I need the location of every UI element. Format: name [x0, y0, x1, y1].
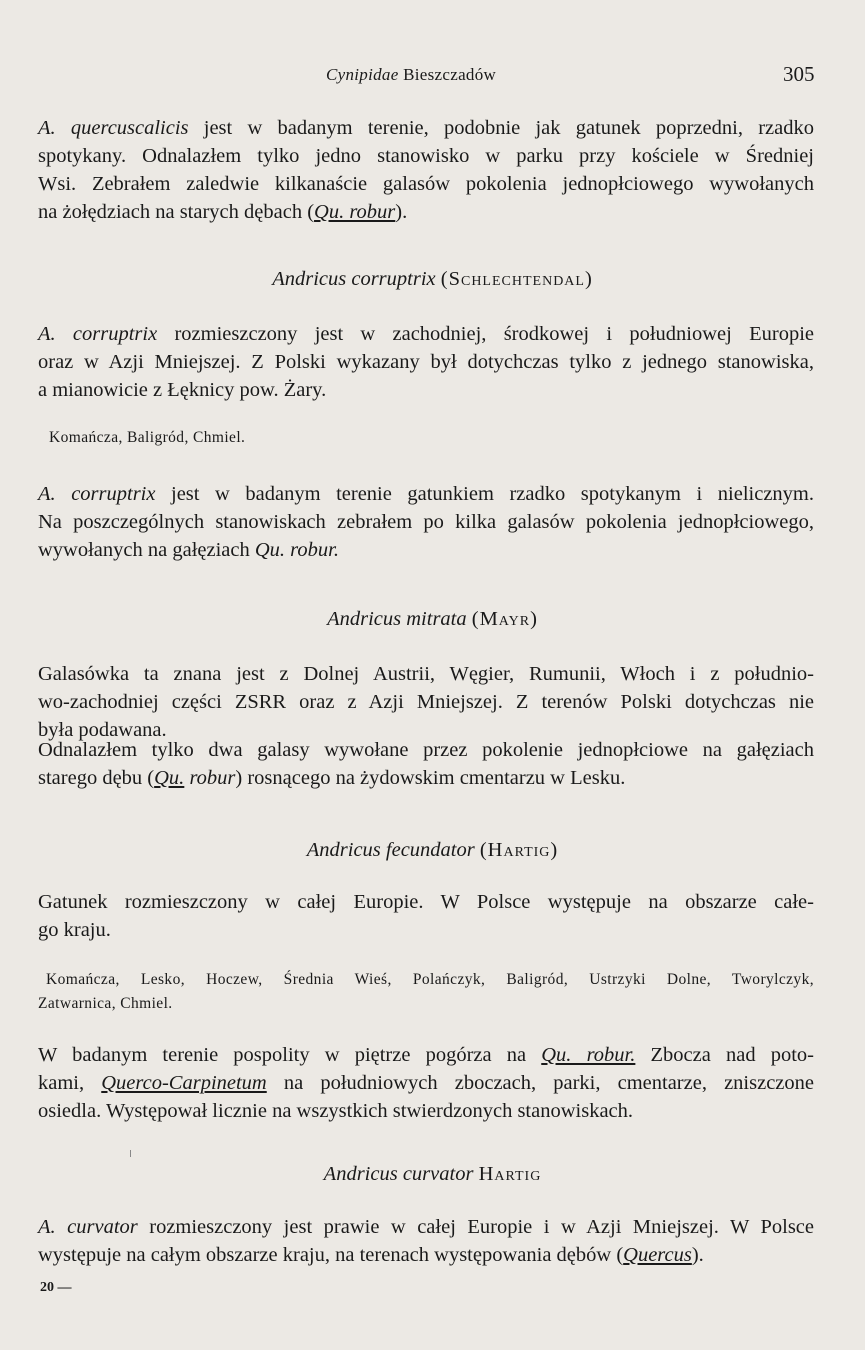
- species-name: robur: [184, 767, 236, 789]
- genus-name: Quercus: [623, 1244, 692, 1266]
- text-line: [38, 536, 814, 564]
- text-span: występuje na całym obszarze kraju, na terenach występowania dębów (: [38, 1244, 624, 1266]
- paragraph-fecundator-distribution: [38, 888, 814, 944]
- page-number: 305: [783, 62, 815, 86]
- text-span: na południowych zboczach, parki, cmentarze, zniszczone: [266, 1072, 815, 1094]
- section-heading-curvator: [0, 1160, 865, 1188]
- species-name: Qu. robur.: [254, 539, 339, 561]
- section-heading-mitrata: [0, 605, 865, 633]
- running-title-italic: Cynipidae: [326, 65, 399, 84]
- text-line: [38, 1213, 814, 1241]
- paragraph-fecundator-habitat: [38, 1041, 814, 1125]
- plant-community-name: Querco-Carpinetum: [101, 1072, 267, 1094]
- localities-list: [38, 968, 814, 1016]
- text-line: [38, 320, 814, 348]
- localities-list: [49, 426, 825, 450]
- species-name: Qu. robur.: [541, 1044, 636, 1066]
- text-line: [38, 1069, 814, 1097]
- species-name: corruptrix: [351, 268, 436, 290]
- signature-mark: 20 —: [40, 1280, 72, 1295]
- text-span: Zbocza nad poto-: [635, 1044, 814, 1066]
- text-span: ).: [691, 1244, 704, 1266]
- author-name: (Schlechtendal): [440, 268, 593, 290]
- text-line: Galasówka ta znana jest z Dolnej Austrii, Węgier, Rumunii, Włoch i z południo-: [38, 663, 814, 685]
- species-name: mitrata: [406, 608, 467, 630]
- paragraph-quercuscalicis: [38, 114, 814, 226]
- text-line: go kraju.: [38, 919, 111, 941]
- text-span: ) rosnącego na żydowskim cmentarzu w Lesku.: [235, 767, 626, 789]
- genus-name: Andricus: [323, 1163, 398, 1185]
- text-span: jest w badanym terenie, podobnie jak gatunek poprzedni, rzadko: [188, 117, 814, 139]
- text-span: kami,: [38, 1072, 102, 1094]
- author-name: (Hartig): [479, 839, 559, 861]
- text-line: [38, 764, 814, 792]
- text-span: starego dębu (: [38, 767, 155, 789]
- text-span: rozmieszczony jest prawie w całej Europie i w Azji Mniejszej. W Polsce: [137, 1216, 815, 1238]
- species-name: A. quercuscalicis: [38, 117, 189, 139]
- author-name: (Mayr): [471, 608, 538, 630]
- text-span: ).: [395, 201, 408, 223]
- text-line: a mianowicie z Łęknicy pow. Żary.: [38, 379, 327, 401]
- paragraph-corruptrix-distribution: [38, 320, 814, 404]
- text-line: Zatwarnica, Chmiel.: [38, 995, 173, 1012]
- species-name: A. corruptrix: [38, 323, 158, 345]
- genus-name: Andricus: [272, 268, 347, 290]
- running-header: [0, 62, 865, 92]
- text-line: osiedla. Występował licznie na wszystkich stwierdzonych stanowiskach.: [38, 1100, 634, 1122]
- text-line: Wsi. Zebrałem zaledwie kilkanaście galasów pokolenia jednopłciowego wywołanych: [38, 173, 814, 195]
- species-name: fecundator: [385, 839, 475, 861]
- scan-artifact: [130, 1150, 131, 1157]
- text-span: wywołanych na gałęziach: [38, 539, 255, 561]
- paragraph-mitrata-distribution: [38, 660, 814, 744]
- genus-name: Andricus: [306, 839, 381, 861]
- text-line: Na poszczególnych stanowiskach zebrałem po kilka galasów pokolenia jednopłciowego,: [38, 511, 814, 533]
- text-line: [38, 1241, 814, 1269]
- running-title: [326, 65, 496, 85]
- text-line: spotykany. Odnalazłem tylko jedno stanowisko w parku przy kościele w Średniej: [38, 145, 814, 167]
- genus-name: Andricus: [327, 608, 402, 630]
- text-span: W badanym terenie pospolity w piętrze pogórza na: [38, 1044, 542, 1066]
- running-title-rest: Bieszczadów: [398, 65, 497, 84]
- text-line: [38, 198, 814, 226]
- text-line: [38, 114, 814, 142]
- species-name: Qu. robur: [314, 201, 396, 223]
- paragraph-corruptrix-occurrence: [38, 480, 814, 564]
- paragraph-mitrata-finding: [38, 736, 814, 792]
- paragraph-curvator-distribution: [38, 1213, 814, 1269]
- author-name: Hartig: [478, 1163, 542, 1185]
- text-line: oraz w Azji Mniejszej. Z Polski wykazany był dotychczas tylko z jednego stanowiska,: [38, 351, 814, 373]
- text-line: [38, 480, 814, 508]
- text-line: Gatunek rozmieszczony w całej Europie. W Polsce występuje na obszarze całe-: [38, 891, 814, 913]
- text-span: jest w badanym terenie gatunkiem rzadko spotykanym i nielicznym.: [155, 483, 814, 505]
- species-name: Qu.: [154, 767, 185, 789]
- text-line: Komańcza, Lesko, Hoczew, Średnia Wieś, Polańczyk, Baligród, Ustrzyki Dolne, Tworylczyk,: [46, 971, 814, 988]
- species-name: curvator: [402, 1163, 474, 1185]
- species-name: A. curvator: [38, 1216, 138, 1238]
- section-heading-corruptrix: [0, 265, 865, 293]
- text-span: rozmieszczony jest w zachodniej, środkowej i południowej Europie: [157, 323, 815, 345]
- section-heading-fecundator: [0, 836, 865, 864]
- text-line: Komańcza, Baligród, Chmiel.: [49, 429, 246, 446]
- text-line: [38, 1041, 814, 1069]
- species-name: A. corruptrix: [38, 483, 156, 505]
- text-line: wo-zachodniej części ZSRR oraz z Azji Mniejszej. Z terenów Polski dotychczas nie: [38, 691, 814, 713]
- text-span: na żołędziach na starych dębach (: [38, 201, 315, 223]
- text-line: była podawana.: [38, 719, 167, 741]
- text-line: Odnalazłem tylko dwa galasy wywołane przez pokolenie jednopłciowe na gałęziach: [38, 739, 814, 761]
